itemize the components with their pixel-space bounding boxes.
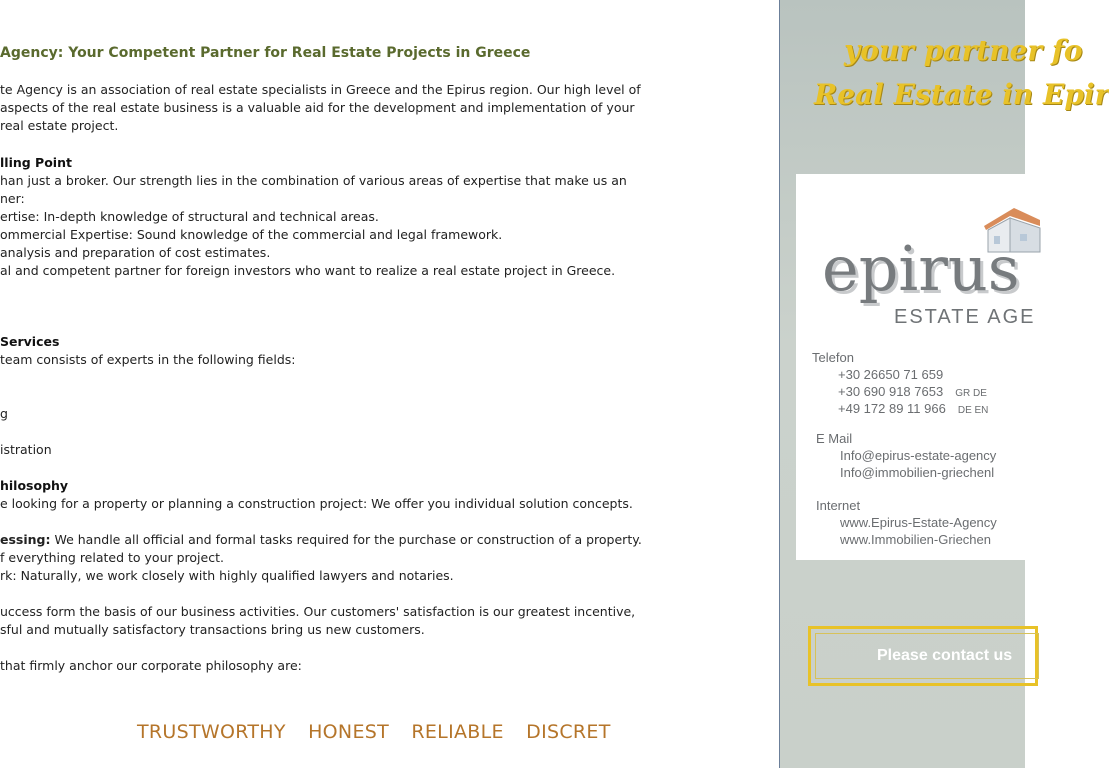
website-link[interactable]: www.Epirus-Estate-Agency [840,515,997,530]
philosophy-line: that firmly anchor our corporate philosophy are: [0,658,302,673]
selling-line: han just a broker. Our strength lies in the combination of various areas of expertise that make us an [0,173,627,188]
intro-paragraph [0,81,641,135]
value-word: HONEST [308,721,390,743]
services-line [0,387,296,405]
tagline-bottom: Real Estate in Epir [814,78,1109,111]
philosophy-line: f everything related to your project. [0,550,224,565]
services-line: team consists of experts in the following fields: [0,352,296,367]
email-link[interactable]: Info@epirus-estate-agency [840,448,997,463]
philosophy-line [0,585,642,603]
services-title: Services [0,334,60,349]
intro-line: te Agency is an association of real estate specialists in Greece and the Epirus region. Our high level of [0,82,641,97]
services-line: g [0,406,8,421]
value-word: RELIABLE [411,721,504,743]
selling-line: ertise: In-depth knowledge of structural and technical areas. [0,209,379,224]
tagline-top: your partner fo [844,34,1083,67]
telefon-label: Telefon [812,350,854,365]
processing-label: essing: [0,532,51,547]
services-line [0,369,296,387]
value-word: TRUSTWORTHY [137,721,286,743]
contact-sidebar [779,0,1109,768]
values-row [137,721,627,743]
phone-text: +30 690 918 7653 [838,384,944,399]
selling-line: al and competent partner for foreign investors who want to realize a real estate project in Greece. [0,263,616,278]
website-link[interactable]: www.Immobilien-Griechen [840,532,991,547]
philosophy-line: e looking for a property or planning a construction project: We offer you individual solution concepts. [0,496,633,511]
selling-title: lling Point [0,155,72,170]
intro-line: real estate project. [0,118,119,133]
services-section [0,333,296,459]
logo-subtitle: ESTATE AGE [894,306,1036,328]
selling-line: analysis and preparation of cost estimates. [0,245,271,260]
phone-number[interactable] [838,401,988,416]
internet-label: Internet [816,498,861,513]
intro-line: aspects of the real estate business is a valuable aid for the development and implementation of your [0,100,635,115]
selling-section [0,154,627,280]
processing-line [0,531,642,549]
philosophy-line: rk: Naturally, we work closely with highly qualified lawyers and notaries. [0,568,454,583]
language-note: DE EN [957,405,989,416]
contact-us-button[interactable] [808,626,1038,686]
selling-line: ner: [0,191,25,206]
selling-line: ommercial Expertise: Sound knowledge of the commercial and legal framework. [0,227,503,242]
philosophy-line: sful and mutually satisfactory transactions bring us new customers. [0,622,425,637]
contact-us-label: Please contact us [877,647,1013,664]
philosophy-section [0,477,642,675]
email-link[interactable]: Info@immobilien-griechenl [840,465,995,480]
email-label: E Mail [816,431,853,446]
value-word: DISCRET [526,721,611,743]
processing-text: We handle all official and formal tasks required for the purchase or construction of a property. [50,532,642,547]
page-title: Agency: Your Competent Partner for Real Estate Projects in Greece [0,45,531,61]
logo-wordmark: epirus [822,232,1020,305]
philosophy-title: hilosophy [0,478,69,493]
services-line: istration [0,442,52,457]
services-line [0,423,296,441]
phone-number[interactable] [838,367,943,382]
phone-text: +49 172 89 11 966 [838,401,946,416]
philosophy-line [0,639,642,657]
philosophy-line: uccess form the basis of our business activities. Our customers' satisfaction is our greatest incentive, [0,604,636,619]
phone-number[interactable] [838,384,987,399]
language-note: GR DE [955,388,987,399]
phone-text: +30 26650 71 659 [838,367,944,382]
business-card [796,174,1036,560]
philosophy-line [0,513,642,531]
